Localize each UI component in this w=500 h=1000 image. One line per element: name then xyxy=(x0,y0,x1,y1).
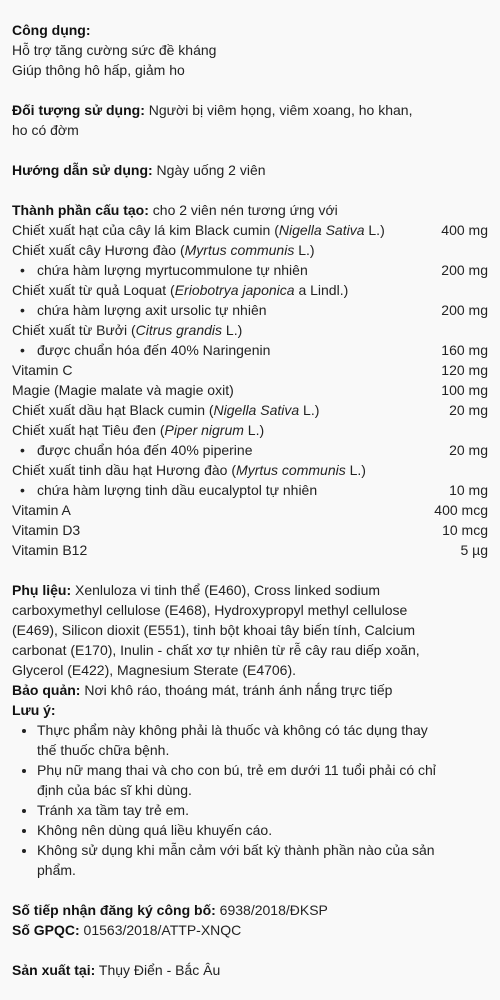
excipients-text: Xenluloza vi tinh thể (E460), Cross linked sodium xyxy=(71,582,381,598)
ingredient-name-suffix: L.) xyxy=(243,422,265,438)
note-text: thế thuốc chữa bệnh. xyxy=(37,742,170,758)
ingredient-amount: 100 mg xyxy=(441,382,488,398)
ingredient-name xyxy=(20,260,308,280)
ingredient-row xyxy=(12,320,488,340)
note-text: phẩm. xyxy=(37,862,76,878)
storage-section xyxy=(12,680,488,700)
ingredient-name-text: Vitamin C xyxy=(12,362,73,378)
ingredient-subrow xyxy=(12,300,488,320)
ingredient-name xyxy=(12,360,72,380)
ingredient-latin-name: Citrus grandis xyxy=(135,322,223,338)
excipients-text: carboxymethyl cellulose (E468), Hydroxypropyl methyl cellulose xyxy=(12,602,408,618)
ingredient-latin-name: Myrtus communis xyxy=(184,242,295,258)
ingredient-name xyxy=(12,400,319,420)
note-text: định của bác sĩ khi dùng. xyxy=(37,782,192,798)
ingredient-amount xyxy=(482,420,488,440)
ingredient-amount: 200 mg xyxy=(441,262,488,278)
ingredient-name-suffix: L.) xyxy=(222,322,243,338)
registration-section xyxy=(12,900,488,940)
target-users-text-cont: ho có đờm xyxy=(12,122,79,138)
uses-line: Giúp thông hô hấp, giảm ho xyxy=(12,62,185,78)
notes-section xyxy=(12,700,488,880)
ingredient-row xyxy=(12,240,488,260)
ingredient-name-suffix: L.) xyxy=(364,222,385,238)
note-text: Tránh xa tầm tay trẻ em. xyxy=(37,802,189,818)
ingredient-name-text: chứa hàm lượng axit ursolic tự nhiên xyxy=(37,302,267,318)
ingredient-name xyxy=(20,300,267,320)
ingredients-table xyxy=(12,220,488,560)
notes-list xyxy=(12,720,488,880)
ingredient-name-text: Magie (Magie malate và magie oxit) xyxy=(12,382,234,398)
ingredient-latin-name: Eriobotrya japonica xyxy=(174,282,295,298)
ingredient-row xyxy=(12,500,488,520)
ingredient-name-text: Vitamin B12 xyxy=(12,542,88,558)
note-item xyxy=(37,840,488,880)
ingredient-name xyxy=(12,220,385,240)
ingredient-row xyxy=(12,280,488,300)
ingredient-amount: 5 µg xyxy=(460,542,488,558)
excipients-text: (E469), Silicon dioxit (E551), tinh bột khoai tây biến tính, Calcium xyxy=(12,622,416,638)
ingredient-name-suffix: L.) xyxy=(294,242,315,258)
ingredient-name xyxy=(12,380,234,400)
note-text: Không sử dụng khi mẫn cảm với bất kỳ thành phần nào của sản xyxy=(37,842,435,858)
excipients-text: carbonat (E170), Inulin - chất xơ tự nhiên từ rễ cây rau diếp xoăn, xyxy=(12,642,420,658)
ingredient-row xyxy=(12,460,488,480)
ingredient-name-text: chứa hàm lượng myrtucommulone tự nhiên xyxy=(37,262,308,278)
ingredient-amount xyxy=(482,320,488,340)
ingredient-row xyxy=(12,220,488,240)
ingredient-name xyxy=(12,500,71,520)
note-item xyxy=(37,820,488,840)
uses-line: Hỗ trợ tăng cường sức đề kháng xyxy=(12,42,217,58)
notes-label: Lưu ý: xyxy=(12,702,56,718)
ingredient-amount: 10 mg xyxy=(449,482,488,498)
ingredient-name-text: Chiết xuất cây Hương đào ( xyxy=(12,242,185,258)
ingredient-row xyxy=(12,420,488,440)
ingredient-amount: 20 mg xyxy=(449,442,488,458)
origin-section xyxy=(12,960,488,980)
excipients-section xyxy=(12,580,488,680)
ingredient-amount xyxy=(482,240,488,260)
ingredient-latin-name: Nigella Sativa xyxy=(213,402,300,418)
registration-number: 6938/2018/ĐKSP xyxy=(215,902,328,918)
ingredient-name xyxy=(12,460,366,480)
ingredient-amount: 400 mcg xyxy=(434,502,488,518)
ingredient-subrow xyxy=(12,440,488,460)
ingredient-name-text: được chuẩn hóa đến 40% Naringenin xyxy=(37,342,271,358)
ingredient-name-text: Vitamin D3 xyxy=(12,522,81,538)
ingredient-amount: 200 mg xyxy=(441,302,488,318)
ingredient-name-text: Chiết xuất dầu hạt Black cumin ( xyxy=(12,402,214,418)
ingredient-amount: 10 mcg xyxy=(442,522,488,538)
ingredient-name xyxy=(12,420,264,440)
ingredient-latin-name: Piper nigrum xyxy=(164,422,244,438)
ingredient-row xyxy=(12,540,488,560)
origin-label: Sản xuất tại: xyxy=(12,962,96,978)
ingredient-subrow xyxy=(12,260,488,280)
storage-text: Nơi khô ráo, thoáng mát, tránh ánh nắng trực tiếp xyxy=(80,682,393,698)
note-item xyxy=(37,720,488,760)
ingredient-amount: 160 mg xyxy=(441,342,488,358)
ingredients-intro: cho 2 viên nén tương ứng với xyxy=(148,202,338,218)
ingredient-name xyxy=(20,440,252,460)
dosage-label: Hướng dẫn sử dụng: xyxy=(12,162,153,178)
ingredient-name-text: Chiết xuất tinh dầu hạt Hương đào ( xyxy=(12,462,237,478)
uses-section xyxy=(12,20,488,80)
ingredient-name-text: Chiết xuất từ quả Loquat ( xyxy=(12,282,175,298)
excipients-text: Glycerol (E422), Magnesium Sterate (E4706). xyxy=(12,662,297,678)
ingredient-name-suffix: a Lindl.) xyxy=(294,282,349,298)
ingredient-amount: 400 mg xyxy=(441,222,488,238)
registration-label: Số tiếp nhận đăng ký công bố: xyxy=(12,902,216,918)
note-text: Thực phẩm này không phải là thuốc và không có tác dụng thay xyxy=(37,722,428,738)
target-users-text: Người bị viêm họng, viêm xoang, ho khan, xyxy=(144,102,413,118)
ingredient-name-suffix: L.) xyxy=(345,462,366,478)
ingredient-latin-name: Nigella Sativa xyxy=(278,222,365,238)
ingredient-row xyxy=(12,520,488,540)
ingredient-amount xyxy=(482,280,488,300)
ingredient-amount: 20 mg xyxy=(449,402,488,418)
origin-text: Thụy Điển - Bắc Âu xyxy=(95,962,221,978)
ingredient-amount: 120 mg xyxy=(441,362,488,378)
ingredient-name-text: Vitamin A xyxy=(12,502,71,518)
note-item xyxy=(37,800,488,820)
ingredient-name xyxy=(12,520,80,540)
ingredient-name xyxy=(20,340,270,360)
ingredient-subrow xyxy=(12,480,488,500)
ingredient-name xyxy=(12,540,87,560)
excipients-label: Phụ liệu: xyxy=(12,582,72,598)
ingredient-name xyxy=(20,480,317,500)
ingredient-row xyxy=(12,400,488,420)
dosage-section xyxy=(12,160,488,180)
target-users-label: Đối tượng sử dụng: xyxy=(12,102,145,118)
ingredient-name xyxy=(12,280,348,300)
ingredient-name-text: Chiết xuất từ Bưởi ( xyxy=(12,322,136,338)
ingredient-name xyxy=(12,320,242,340)
storage-label: Bảo quản: xyxy=(12,682,81,698)
ingredient-name-suffix: L.) xyxy=(299,402,320,418)
dosage-text: Ngày uống 2 viên xyxy=(152,162,266,178)
note-text: Phụ nữ mang thai và cho con bú, trẻ em dưới 11 tuổi phải có chỉ xyxy=(37,762,436,778)
uses-label: Công dụng: xyxy=(12,22,91,38)
ingredient-name xyxy=(12,240,315,260)
ingredient-latin-name: Myrtus communis xyxy=(236,462,346,478)
advertising-license-label: Số GPQC: xyxy=(12,922,80,938)
ingredient-name-text: Chiết xuất hạt Tiêu đen ( xyxy=(12,422,165,438)
target-users-section xyxy=(12,100,488,140)
note-text: Không nên dùng quá liều khuyến cáo. xyxy=(37,822,273,838)
ingredients-section xyxy=(12,200,488,560)
ingredient-subrow xyxy=(12,340,488,360)
ingredient-name-text: được chuẩn hóa đến 40% piperine xyxy=(37,442,253,458)
advertising-license-number: 01563/2018/ATTP-XNQC xyxy=(79,922,242,938)
ingredient-name-text: Chiết xuất hạt của cây lá kim Black cumin ( xyxy=(12,222,279,238)
ingredient-name-text: chứa hàm lượng tinh dầu eucalyptol tự nhiên xyxy=(37,482,318,498)
note-item xyxy=(37,760,488,800)
ingredient-amount xyxy=(482,460,488,480)
ingredient-row xyxy=(12,380,488,400)
ingredient-row xyxy=(12,360,488,380)
ingredients-label: Thành phần cấu tạo: xyxy=(12,202,149,218)
